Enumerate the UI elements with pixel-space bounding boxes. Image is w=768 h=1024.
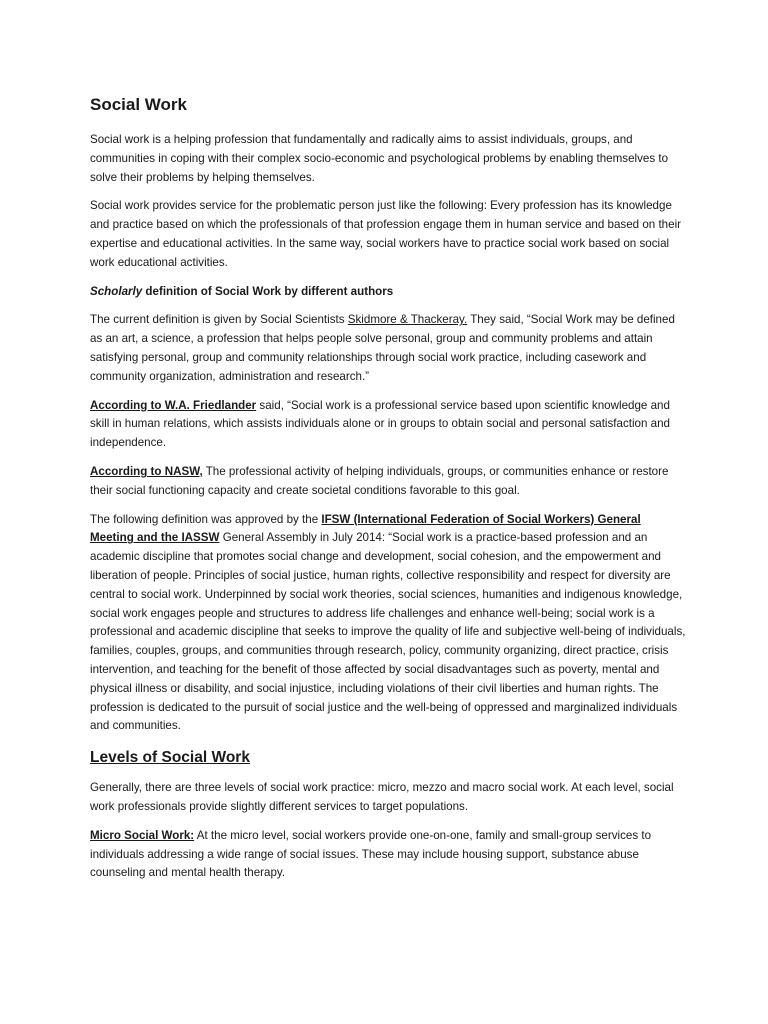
ifsw-pre: The following definition was approved by the bbox=[90, 512, 322, 526]
levels-heading: Levels of Social Work bbox=[90, 749, 250, 767]
ifsw-paragraph bbox=[90, 511, 686, 737]
micro-paragraph bbox=[90, 827, 686, 883]
document-page bbox=[90, 93, 686, 893]
ifsw-lead: IFSW (International Federation of Social Workers) General Meeting and the IASSW bbox=[90, 512, 641, 545]
skidmore-pre: The current definition is given by Social Scientists bbox=[90, 313, 348, 327]
ifsw-text: General Assembly in July 2014: “Social work is a practice-based profession and an academic discipline that promotes social change and development, social cohesion, and the empowerment and liberation of people. Principles of social justice, human rights, collective responsibility and respect for diversity are central to social work. Underpinned by social work theories, social sciences, humanities and indigenous knowledge, social work engages people and structures to address life challenges and enhance well-being; social work is a professional and academic discipline that seeks to improve the quality of life and subjective well-being of individuals, families, couples, groups, and communities through research, policy, community organizing, direct practice, crisis intervention, and teaching for the benefit of those affected by social disadvantages such as poverty, mental and physical illness or disability, and social injustice, including violations of their civil liberties and human rights. The profession is dedicated to the pursuit of social justice and the well-being of oppressed and marginalized individuals and communities. bbox=[90, 531, 686, 733]
skidmore-text: They said, “Social Work may be defined as an art, a science, a profession that helps people solve personal, group and community problems and attain satisfying personal, group and community relationships through social work practice, including casework and community organization, administration and research.” bbox=[90, 313, 675, 383]
intro-paragraph: Social work is a helping profession that fundamentally and radically aims to assist individuals, groups, and communities in coping with their complex socio-economic and psychological problems by enabling themselves to solve their problems by helping themselves. bbox=[90, 133, 669, 184]
nasw-paragraph bbox=[90, 463, 686, 501]
friedlander-paragraph bbox=[90, 397, 686, 453]
micro-text: At the micro level, social workers provide one-on-one, family and small-group services to individuals addressing a wide range of social issues. These may include housing support, substance abuse counseling and mental health therapy. bbox=[90, 828, 652, 880]
skidmore-author: Skidmore & Thackeray. bbox=[347, 313, 468, 327]
definitions-subheading bbox=[90, 283, 686, 302]
levels-paragraph: Generally, there are three levels of social work practice: micro, mezzo and macro social work. At each level, social work professionals provide slightly different services to target populations. bbox=[90, 781, 674, 813]
page-title: Social Work bbox=[90, 95, 187, 114]
friedlander-text: said, “Social work is a professional service based upon scientific knowledge and skill in human relations, which assists individuals alone or in groups to obtain social and personal satisfaction and independence. bbox=[90, 398, 671, 450]
subheading-emphasis: Scholarly bbox=[90, 284, 143, 298]
friedlander-lead: According to W.A. Friedlander bbox=[90, 398, 257, 412]
subheading-text: definition of Social Work by different authors bbox=[142, 284, 394, 298]
micro-lead: Micro Social Work: bbox=[90, 828, 195, 842]
nasw-lead: According to NASW, bbox=[90, 464, 203, 478]
service-paragraph: Social work provides service for the problematic person just like the following: Every profession has its knowledge and practice based on which the professionals of that profession engage them in human service and based on their expertise and educational activities. In the same way, social workers have to practice social work based on social work educational activities. bbox=[90, 199, 682, 269]
skidmore-paragraph bbox=[90, 311, 686, 386]
nasw-text: The professional activity of helping individuals, groups, or communities enhance or restore their social functioning capacity and create societal conditions favorable to this goal. bbox=[90, 464, 669, 497]
